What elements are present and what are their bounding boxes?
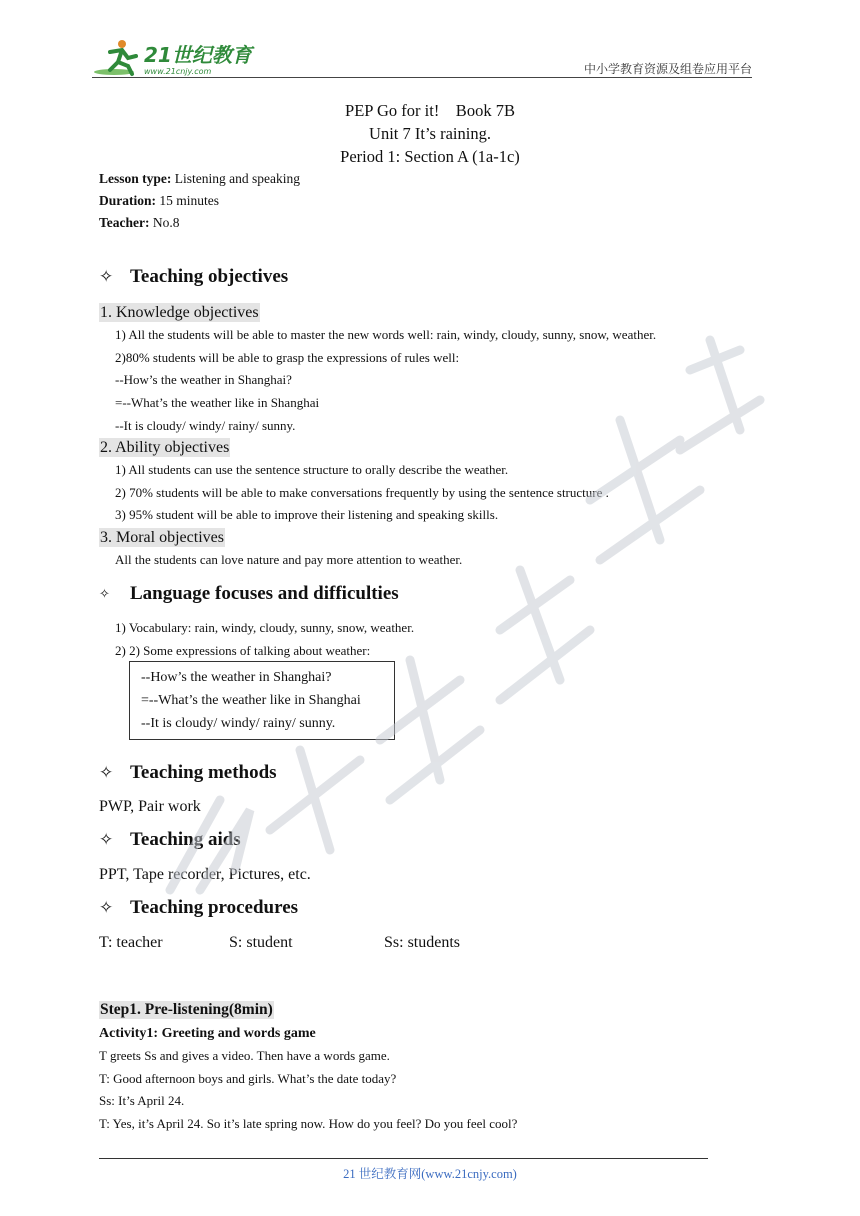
teaching-aids-text: PPT, Tape recorder, Pictures, etc. xyxy=(99,866,311,883)
teaching-methods-text: PWP, Pair work xyxy=(99,798,201,815)
title-line-1: PEP Go for it! Book 7B xyxy=(345,101,515,120)
section-heading: Teaching objectives xyxy=(130,266,289,287)
teacher-row xyxy=(99,212,300,234)
section-heading: Teaching aids xyxy=(130,829,241,850)
document-title xyxy=(0,99,860,168)
list-item: All the students can love nature and pay more attention to weather. xyxy=(115,552,463,567)
list-item: 2) 2) Some expressions of talking about weather: xyxy=(115,642,371,658)
ability-objectives-title: 2. Ability objectives xyxy=(100,439,230,456)
list-item: T: Good afternoon boys and girls. What’s the date today? xyxy=(99,1070,397,1086)
section-teaching-procedures xyxy=(99,897,298,919)
knowledge-objectives-title: 1. Knowledge objectives xyxy=(100,304,259,321)
lesson-type-value: Listening and speaking xyxy=(171,171,300,186)
footer-divider xyxy=(99,1158,708,1159)
box-line: --It is cloudy/ windy/ rainy/ sunny. xyxy=(141,716,336,731)
list-item: 2)80% students will be able to grasp the expressions of rules well: xyxy=(115,349,460,365)
activity1-title: Activity1: Greeting and words game xyxy=(99,1026,316,1041)
list-item: Ss: It’s April 24. xyxy=(99,1093,185,1109)
section-teaching-methods xyxy=(99,762,277,784)
section-heading: Teaching procedures xyxy=(130,897,299,918)
moral-objectives-list xyxy=(115,549,462,572)
lesson-meta xyxy=(99,168,300,234)
language-focus-list xyxy=(115,617,414,662)
section-teaching-objectives xyxy=(99,266,288,288)
list-item: T: Yes, it’s April 24. So it’s late spring now. How do you feel? Do you feel cool? xyxy=(99,1116,518,1132)
teacher-value: No.8 xyxy=(149,215,180,230)
duration-label: Duration: xyxy=(99,193,156,208)
section-language-focuses xyxy=(99,583,399,605)
title-line-2: Unit 7 It’s raining. xyxy=(369,124,491,143)
list-item: T greets Ss and gives a video. Then have a words game. xyxy=(99,1048,390,1063)
lesson-type-row xyxy=(99,168,300,190)
header-divider xyxy=(92,77,752,78)
list-item: 3) 95% student will be able to improve their listening and speaking skills. xyxy=(115,507,499,523)
box-line: =--What’s the weather like in Shanghai xyxy=(141,693,361,708)
moral-objectives-title: 3. Moral objectives xyxy=(100,529,224,546)
legend-student: S: student xyxy=(229,934,293,951)
step1-lines xyxy=(99,1045,517,1136)
step1-title: Step1. Pre-listening(8min) xyxy=(100,1001,273,1018)
list-item: --How’s the weather in Shanghai? xyxy=(115,372,292,388)
list-item: --It is cloudy/ windy/ rainy/ sunny. xyxy=(115,417,296,433)
legend-teacher: T: teacher xyxy=(99,934,163,951)
list-item: 1) All the students will be able to master the new words well: rain, windy, cloudy, sunny, snow, weather. xyxy=(115,327,657,342)
diamond-star-icon: ✧ xyxy=(99,586,110,601)
lesson-type-label: Lesson type: xyxy=(99,171,172,186)
list-item: 1) Vocabulary: rain, windy, cloudy, sunny, snow, weather. xyxy=(115,620,415,635)
diamond-star-icon: ✧ xyxy=(99,898,114,917)
box-line: --How’s the weather in Shanghai? xyxy=(141,670,332,685)
section-heading: Language focuses and difficulties xyxy=(130,583,399,604)
expressions-box xyxy=(129,661,395,740)
teacher-label: Teacher: xyxy=(99,215,150,230)
duration-value: 15 minutes xyxy=(156,193,219,208)
site-logo xyxy=(92,36,262,80)
duration-row xyxy=(99,190,300,212)
diamond-star-icon: ✧ xyxy=(99,830,114,849)
list-item: =--What’s the weather like in Shanghai xyxy=(115,395,320,411)
list-item: 1) All students can use the sentence structure to orally describe the weather. xyxy=(115,462,509,477)
diamond-star-icon: ✧ xyxy=(99,267,114,286)
logo-url: www.21cnjy.com xyxy=(144,67,212,76)
list-item: 2) 70% students will be able to make conversations frequently by using the sentence structure . xyxy=(115,484,609,500)
knowledge-objectives-list xyxy=(115,324,656,438)
section-heading: Teaching methods xyxy=(130,762,277,783)
runner-logo-icon xyxy=(92,36,262,80)
title-line-3: Period 1: Section A (1a-1c) xyxy=(340,147,520,166)
ability-objectives-list xyxy=(115,459,609,527)
section-teaching-aids xyxy=(99,829,241,851)
logo-text: 21世纪教育 xyxy=(144,43,252,67)
diamond-star-icon: ✧ xyxy=(99,763,114,782)
footer-link[interactable]: 21 世纪教育网(www.21cnjy.com) xyxy=(343,1167,517,1181)
legend-students: Ss: students xyxy=(384,934,461,951)
header-platform-text: 中小学教育资源及组卷应用平台 xyxy=(583,62,752,76)
